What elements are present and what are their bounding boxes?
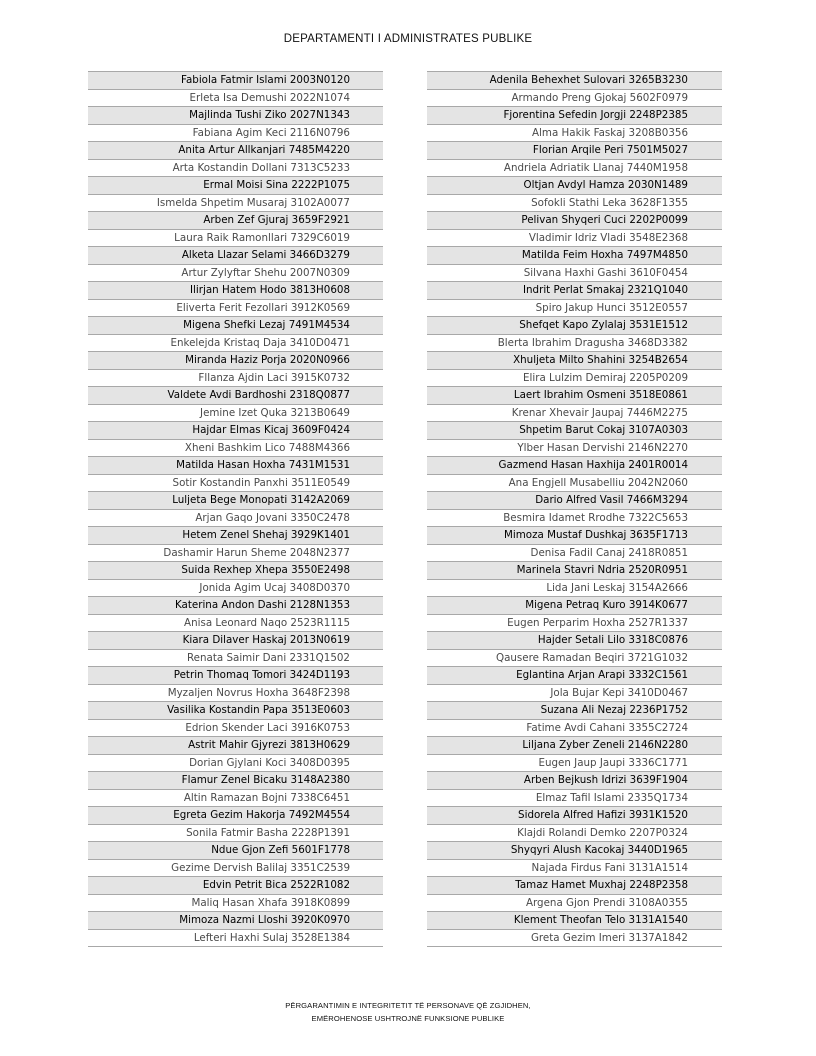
list-item: Renata Saimir Dani 2331Q1502 — [88, 650, 383, 668]
list-item: Sofokli Stathi Leka 3628F1355 — [427, 195, 722, 213]
list-item: Klement Theofan Telo 3131A1540 — [427, 912, 722, 930]
list-item: Arta Kostandin Dollani 7313C5233 — [88, 160, 383, 178]
list-item: Arben Zef Gjuraj 3659F2921 — [88, 212, 383, 230]
list-item: Hajder Setali Lilo 3318C0876 — [427, 632, 722, 650]
list-item: Vasilika Kostandin Papa 3513E0603 — [88, 702, 383, 720]
list-item: Lefteri Haxhi Sulaj 3528E1384 — [88, 930, 383, 948]
list-item: Shefqet Kapo Zylalaj 3531E1512 — [427, 317, 722, 335]
list-item: Krenar Xhevair Jaupaj 7446M2275 — [427, 405, 722, 423]
list-item: Arjan Gaqo Jovani 3350C2478 — [88, 510, 383, 528]
list-item: Ana Engjell Musabelliu 2042N2060 — [427, 475, 722, 493]
list-item: Valdete Avdi Bardhoshi 2318Q0877 — [88, 387, 383, 405]
list-item: Egreta Gezim Hakorja 7492M4554 — [88, 807, 383, 825]
footer-line-2: EMËROHENOSE USHTROJNË FUNKSIONE PUBLIKE — [311, 1014, 505, 1023]
list-item: Argena Gjon Prendi 3108A0355 — [427, 895, 722, 913]
list-item: Altin Ramazan Bojni 7338C6451 — [88, 790, 383, 808]
list-item: Flamur Zenel Bicaku 3148A2380 — [88, 772, 383, 790]
list-item: Fabiola Fatmir Islami 2003N0120 — [88, 71, 383, 90]
list-item: Pelivan Shyqeri Cuci 2202P0099 — [427, 212, 722, 230]
list-item: Enkelejda Kristaq Daja 3410D0471 — [88, 335, 383, 353]
list-item: Katerina Andon Dashi 2128N1353 — [88, 597, 383, 615]
list-item: Migena Shefki Lezaj 7491M4534 — [88, 317, 383, 335]
list-item: Majlinda Tushi Ziko 2027N1343 — [88, 107, 383, 125]
list-item: Liljana Zyber Zeneli 2146N2280 — [427, 737, 722, 755]
list-item: Dario Alfred Vasil 7466M3294 — [427, 492, 722, 510]
list-item: Ndue Gjon Zefi 5601F1778 — [88, 842, 383, 860]
list-item: Laura Raik Ramonllari 7329C6019 — [88, 230, 383, 248]
list-item: Oltjan Avdyl Hamza 2030N1489 — [427, 177, 722, 195]
footer — [0, 999, 816, 1025]
list-item: Elmaz Tafil Islami 2335Q1734 — [427, 790, 722, 808]
list-item: Matilda Feim Hoxha 7497M4850 — [427, 247, 722, 265]
list-item: Mimoza Nazmi Lloshi 3920K0970 — [88, 912, 383, 930]
list-item: Miranda Haziz Porja 2020N0966 — [88, 352, 383, 370]
list-item: Suzana Ali Nezaj 2236P1752 — [427, 702, 722, 720]
list-item: Fllanza Ajdin Laci 3915K0732 — [88, 370, 383, 388]
left-name-list — [88, 71, 383, 947]
list-item: Edvin Petrit Bica 2522R1082 — [88, 877, 383, 895]
list-item: Migena Petraq Kuro 3914K0677 — [427, 597, 722, 615]
list-item: Anita Artur Allkanjari 7485M4220 — [88, 142, 383, 160]
list-item: Eugen Jaup Jaupi 3336C1771 — [427, 755, 722, 773]
list-item: Erleta Isa Demushi 2022N1074 — [88, 90, 383, 108]
list-item: Sotir Kostandin Panxhi 3511E0549 — [88, 475, 383, 493]
list-item: Eliverta Ferit Fezollari 3912K0569 — [88, 300, 383, 318]
list-item: Marinela Stavri Ndria 2520R0951 — [427, 562, 722, 580]
list-item: Elira Lulzim Demiraj 2205P0209 — [427, 370, 722, 388]
list-item: Armando Preng Gjokaj 5602F0979 — [427, 90, 722, 108]
list-item: Gazmend Hasan Haxhija 2401R0014 — [427, 457, 722, 475]
list-item: Maliq Hasan Xhafa 3918K0899 — [88, 895, 383, 913]
list-item: Xheni Bashkim Lico 7488M4366 — [88, 440, 383, 458]
list-item: Hajdar Elmas Kicaj 3609F0424 — [88, 422, 383, 440]
list-item: Andriela Adriatik Llanaj 7440M1958 — [427, 160, 722, 178]
list-item: Myzaljen Novrus Hoxha 3648F2398 — [88, 685, 383, 703]
list-item: Lida Jani Leskaj 3154A2666 — [427, 580, 722, 598]
list-item: Artur Zylyftar Shehu 2007N0309 — [88, 265, 383, 283]
list-item: Luljeta Bege Monopati 3142A2069 — [88, 492, 383, 510]
list-item: Sidorela Alfred Hafizi 3931K1520 — [427, 807, 722, 825]
list-item: Laert Ibrahim Osmeni 3518E0861 — [427, 387, 722, 405]
list-item: Vladimir Idriz Vladi 3548E2368 — [427, 230, 722, 248]
list-item: Anisa Leonard Naqo 2523R1115 — [88, 615, 383, 633]
list-item: Silvana Haxhi Gashi 3610F0454 — [427, 265, 722, 283]
list-item: Klajdi Rolandi Demko 2207P0324 — [427, 825, 722, 843]
list-item: Astrit Mahir Gjyrezi 3813H0629 — [88, 737, 383, 755]
list-item: Najada Firdus Fani 3131A1514 — [427, 860, 722, 878]
list-item: Eugen Perparim Hoxha 2527R1337 — [427, 615, 722, 633]
list-item: Ismelda Shpetim Musaraj 3102A0077 — [88, 195, 383, 213]
list-item: Ylber Hasan Dervishi 2146N2270 — [427, 440, 722, 458]
right-name-list — [427, 71, 722, 947]
list-item: Fjorentina Sefedin Jorgji 2248P2385 — [427, 107, 722, 125]
list-item: Dorian Gjylani Koci 3408D0395 — [88, 755, 383, 773]
list-item: Fatime Avdi Cahani 3355C2724 — [427, 720, 722, 738]
list-item: Jola Bujar Kepi 3410D0467 — [427, 685, 722, 703]
list-item: Eglantina Arjan Arapi 3332C1561 — [427, 667, 722, 685]
list-item: Arben Bejkush Idrizi 3639F1904 — [427, 772, 722, 790]
list-item: Indrit Perlat Smakaj 2321Q1040 — [427, 282, 722, 300]
list-item: Fabiana Agim Keci 2116N0796 — [88, 125, 383, 143]
list-item: Tamaz Hamet Muxhaj 2248P2358 — [427, 877, 722, 895]
list-item: Ilirjan Hatem Hodo 3813H0608 — [88, 282, 383, 300]
list-item: Alma Hakik Faskaj 3208B0356 — [427, 125, 722, 143]
list-item: Blerta Ibrahim Dragusha 3468D3382 — [427, 335, 722, 353]
list-item: Ermal Moisi Sina 2222P1075 — [88, 177, 383, 195]
list-item: Florian Arqile Peri 7501M5027 — [427, 142, 722, 160]
list-item: Suida Rexhep Xhepa 3550E2498 — [88, 562, 383, 580]
list-item: Sonila Fatmir Basha 2228P1391 — [88, 825, 383, 843]
list-item: Jemine Izet Quka 3213B0649 — [88, 405, 383, 423]
list-item: Xhuljeta Milto Shahini 3254B2654 — [427, 352, 722, 370]
list-item: Adenila Behexhet Sulovari 3265B3230 — [427, 71, 722, 90]
list-item: Qausere Ramadan Beqiri 3721G1032 — [427, 650, 722, 668]
list-item: Greta Gezim Imeri 3137A1842 — [427, 930, 722, 948]
footer-line-1: PËRGARANTIMIN E INTEGRITETIT TË PERSONAVE QË ZGJIDHEN, — [285, 1001, 531, 1010]
list-item: Mimoza Mustaf Dushkaj 3635F1713 — [427, 527, 722, 545]
list-item: Hetem Zenel Shehaj 3929K1401 — [88, 527, 383, 545]
list-item: Kiara Dilaver Haskaj 2013N0619 — [88, 632, 383, 650]
list-item: Dashamir Harun Sheme 2048N2377 — [88, 545, 383, 563]
list-item: Besmira Idamet Rrodhe 7322C5653 — [427, 510, 722, 528]
list-item: Spiro Jakup Hunci 3512E0557 — [427, 300, 722, 318]
list-item: Jonida Agim Ucaj 3408D0370 — [88, 580, 383, 598]
list-item: Matilda Hasan Hoxha 7431M1531 — [88, 457, 383, 475]
page-title: DEPARTAMENTI I ADMINISTRATES PUBLIKE — [283, 33, 533, 45]
list-item: Denisa Fadil Canaj 2418R0851 — [427, 545, 722, 563]
list-item: Shpetim Barut Cokaj 3107A0303 — [427, 422, 722, 440]
list-item: Edrion Skender Laci 3916K0753 — [88, 720, 383, 738]
list-item: Petrin Thomaq Tomori 3424D1193 — [88, 667, 383, 685]
list-item: Shyqyri Alush Kacokaj 3440D1965 — [427, 842, 722, 860]
list-item: Gezime Dervish Balilaj 3351C2539 — [88, 860, 383, 878]
list-item: Alketa Llazar Selami 3466D3279 — [88, 247, 383, 265]
